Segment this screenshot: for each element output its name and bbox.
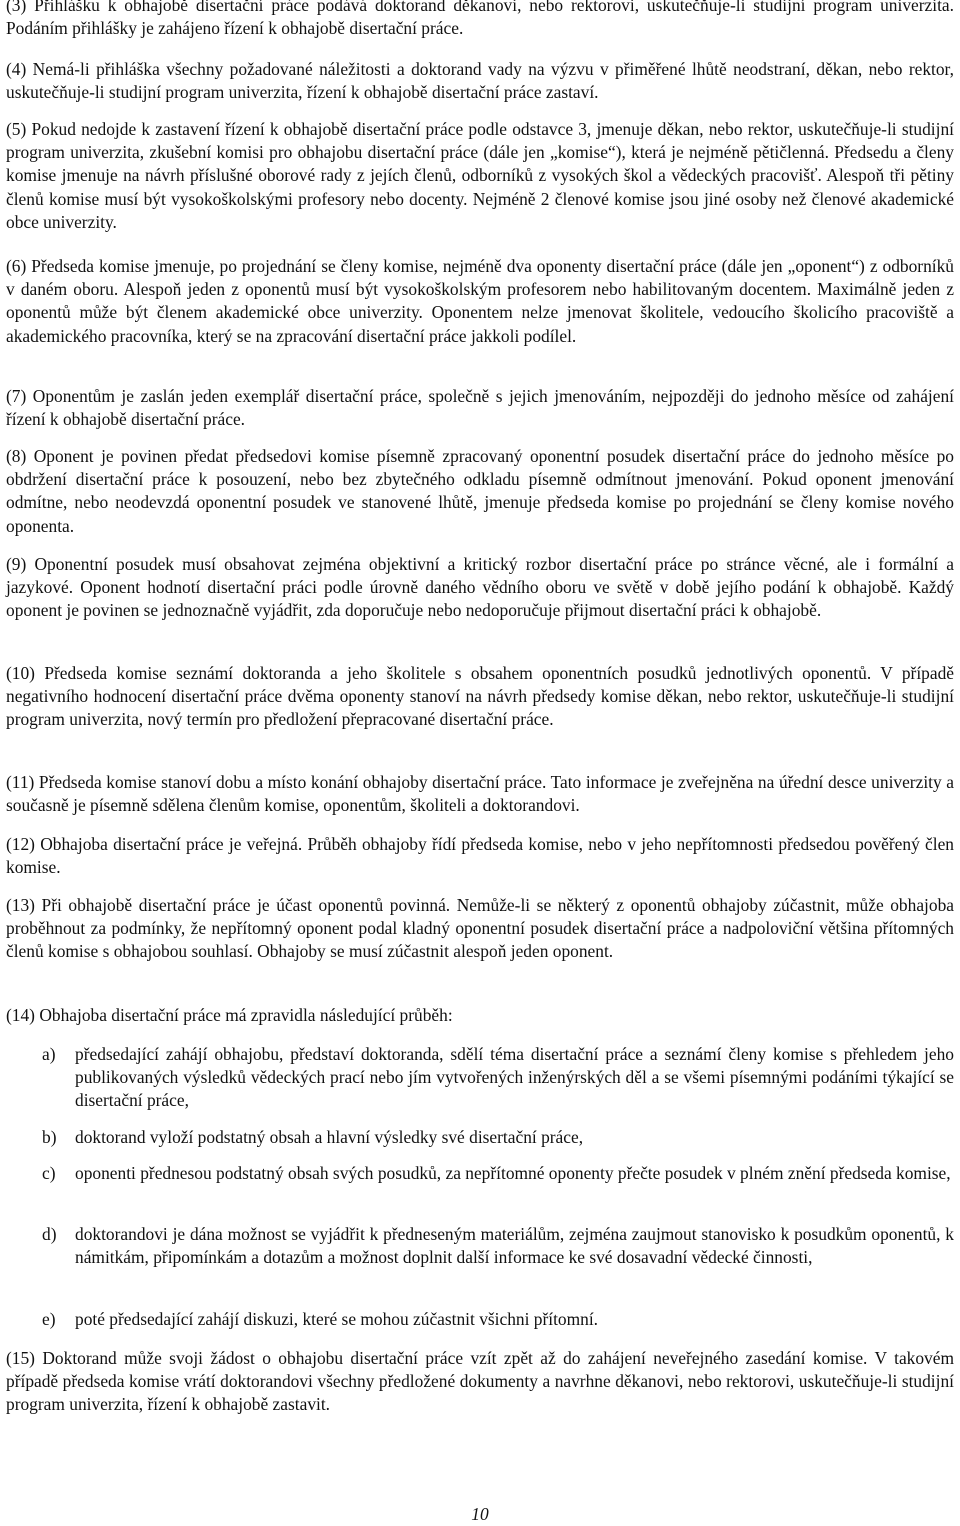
paragraph-15: (15) Doktorand může svoji žádost o obhajobu disertační práce vzít zpět až do zahájení neveřejného zasedání komise. V takovém případě předseda komise vrátí doktorandovi všechny předložené dokumenty a navrhne děkanovi, nebo rektorovi, uskutečňuje-li studijní program univerzita, řízení k obhajobě zastavit. (6, 1348, 954, 1415)
paragraph-7: (7) Oponentům je zaslán jeden exemplář disertační práce, společně s jejich jmenováním, nejpozději do jednoho měsíce od zahájení řízení k obhajobě disertační práce. (6, 386, 954, 430)
paragraph-14: (14) Obhajoba disertační práce má zpravidla následující průběh: (6, 1005, 453, 1025)
list-item-d (42, 1223, 954, 1269)
paragraph-11: (11) Předseda komise stanoví dobu a místo konání obhajoby disertační práce. Tato informace je zveřejněna na úřední desce univerzity a současně je písemně sdělena členům komise, oponentům, školiteli a doktorandovi. (6, 772, 954, 816)
paragraph-13: (13) Při obhajobě disertační práce je účast oponentů povinná. Nemůže-li se některý z oponentů obhajoby zúčastnit, může obhajoba proběhnout za podmínky, že nepřítomný oponent podal kladný oponentní posudek disertační práce a nadpoloviční většina přítomných členů komise s obhajobou souhlasí. Obhajoby se musí zúčastnit alespoň jeden oponent. (6, 895, 954, 962)
paragraph-6: (6) Předseda komise jmenuje, po projednání se členy komise, nejméně dva oponenty disertační práce (dále jen „oponent“) z odborníků v daném oboru. Alespoň jeden z oponentů musí být vysokoškolským profesorem nebo habilitovaným docentem. Maximálně jeden z oponentů může být členem akademické obce univerzity. Oponentem nelze jmenovat školitele, vedoucího školicího pracoviště a akademického pracovníka, který se na zpracování disertační práce jakkoli podílel. (6, 256, 954, 346)
paragraph-9: (9) Oponentní posudek musí obsahovat zejména objektivní a kritický rozbor disertační práce po stránce věcné, ale i formální a jazykové. Oponent hodnotí disertační práci podle úrovně daného vědního oboru ve světě v době jejího podání k obhajobě. Každý oponent je povinen se jednoznačně vyjádřit, zda doporučuje nebo nedoporučuje přijmout disertační práci k obhajobě. (6, 554, 954, 621)
paragraph-10: (10) Předseda komise seznámí doktoranda a jeho školitele s obsahem oponentních posudků jednotlivých oponentů. V případě negativního hodnocení disertační práce dvěma oponenty stanoví na návrh předsedy komise děkan, nebo rektor, uskutečňuje-li studijní program univerzita, nový termín pro předložení přepracované disertační práce. (6, 663, 954, 730)
list-item-text: oponenti přednesou podstatný obsah svých posudků, za nepřítomné oponenty přečte posudek v plném znění předseda komise, (75, 1163, 951, 1183)
page-number: 10 (471, 1504, 489, 1524)
list-item-a (42, 1043, 954, 1113)
list-item-label: d) (42, 1224, 57, 1244)
list-item-label: e) (42, 1309, 56, 1329)
list-item-e (42, 1308, 954, 1331)
paragraph-3: (3) Přihlášku k obhajobě disertační práce podává doktorand děkanovi, nebo rektorovi, uskutečňuje-li studijní program univerzita. Podáním přihlášky je zahájeno řízení k obhajobě disertační práce. (6, 0, 954, 39)
list-item-b (42, 1126, 954, 1149)
paragraph-4: (4) Nemá-li přihláška všechny požadované náležitosti a doktorand vady na výzvu v přiměřené lhůtě neodstraní, děkan, nebo rektor, uskutečňuje-li studijní program univerzita, řízení k obhajobě disertační práce zastaví. (6, 59, 954, 103)
list-item-label: c) (42, 1163, 56, 1183)
list-item-text: předsedající zahájí obhajobu, představí doktoranda, sdělí téma disertační práce a seznámí členy komise s přehledem jeho publikovaných výsledků vědeckých prací nebo jím vytvořených inženýrských děl a se všemi písemnými podáními týkající se disertační práce, (75, 1044, 954, 1111)
list-item-text: poté předsedající zahájí diskuzi, které se mohou zúčastnit všichni přítomní. (75, 1309, 599, 1329)
list-item-label: a) (42, 1044, 56, 1064)
list-item-text: doktorandovi je dána možnost se vyjádřit k předneseným materiálům, zejména zaujmout stanovisko k posudkům oponentů, k námitkám, připomínkám a dotazům a možnost doplnit další informace ke své dosavadní vědecké činnosti, (75, 1224, 954, 1268)
paragraph-5: (5) Pokud nedojde k zastavení řízení k obhajobě disertační práce podle odstavce 3, jmenuje děkan, nebo rektor, uskutečňuje-li studijní program univerzita, zkušební komisi pro obhajobu disertační práce (dále jen „komise“), která je nejméně pětičlenná. Předsedu a členy komise jmenuje na návrh příslušné oborové rady z jejích členů, odborníků z vysokých škol a vědeckých pracovišť. Alespoň tři pětiny členů komise musí být vysokoškolskými profesory nebo docenty. Nejméně 2 členové komise jsou jiné osoby než členové akademické obce univerzity. (6, 119, 954, 232)
paragraph-8: (8) Oponent je povinen předat předsedovi komise písemně zpracovaný oponentní posudek disertační práce do jednoho měsíce po obdržení disertační práce k posouzení, nebo bez zbytečného odkladu písemně odmítnout jmenování. Pokud oponent jmenování odmítne, nebo neodevzdá oponentní posudek ve stanovené lhůtě, jmenuje předseda komise po projednání se členy komise nového oponenta. (6, 446, 954, 536)
list-item-text: doktorand vyloží podstatný obsah a hlavní výsledky své disertační práce, (75, 1127, 584, 1147)
paragraph-12: (12) Obhajoba disertační práce je veřejná. Průběh obhajoby řídí předseda komise, nebo v jeho nepřítomnosti předsedou pověřený člen komise. (6, 834, 954, 878)
list-item-c (42, 1162, 954, 1185)
list-item-label: b) (42, 1127, 57, 1147)
